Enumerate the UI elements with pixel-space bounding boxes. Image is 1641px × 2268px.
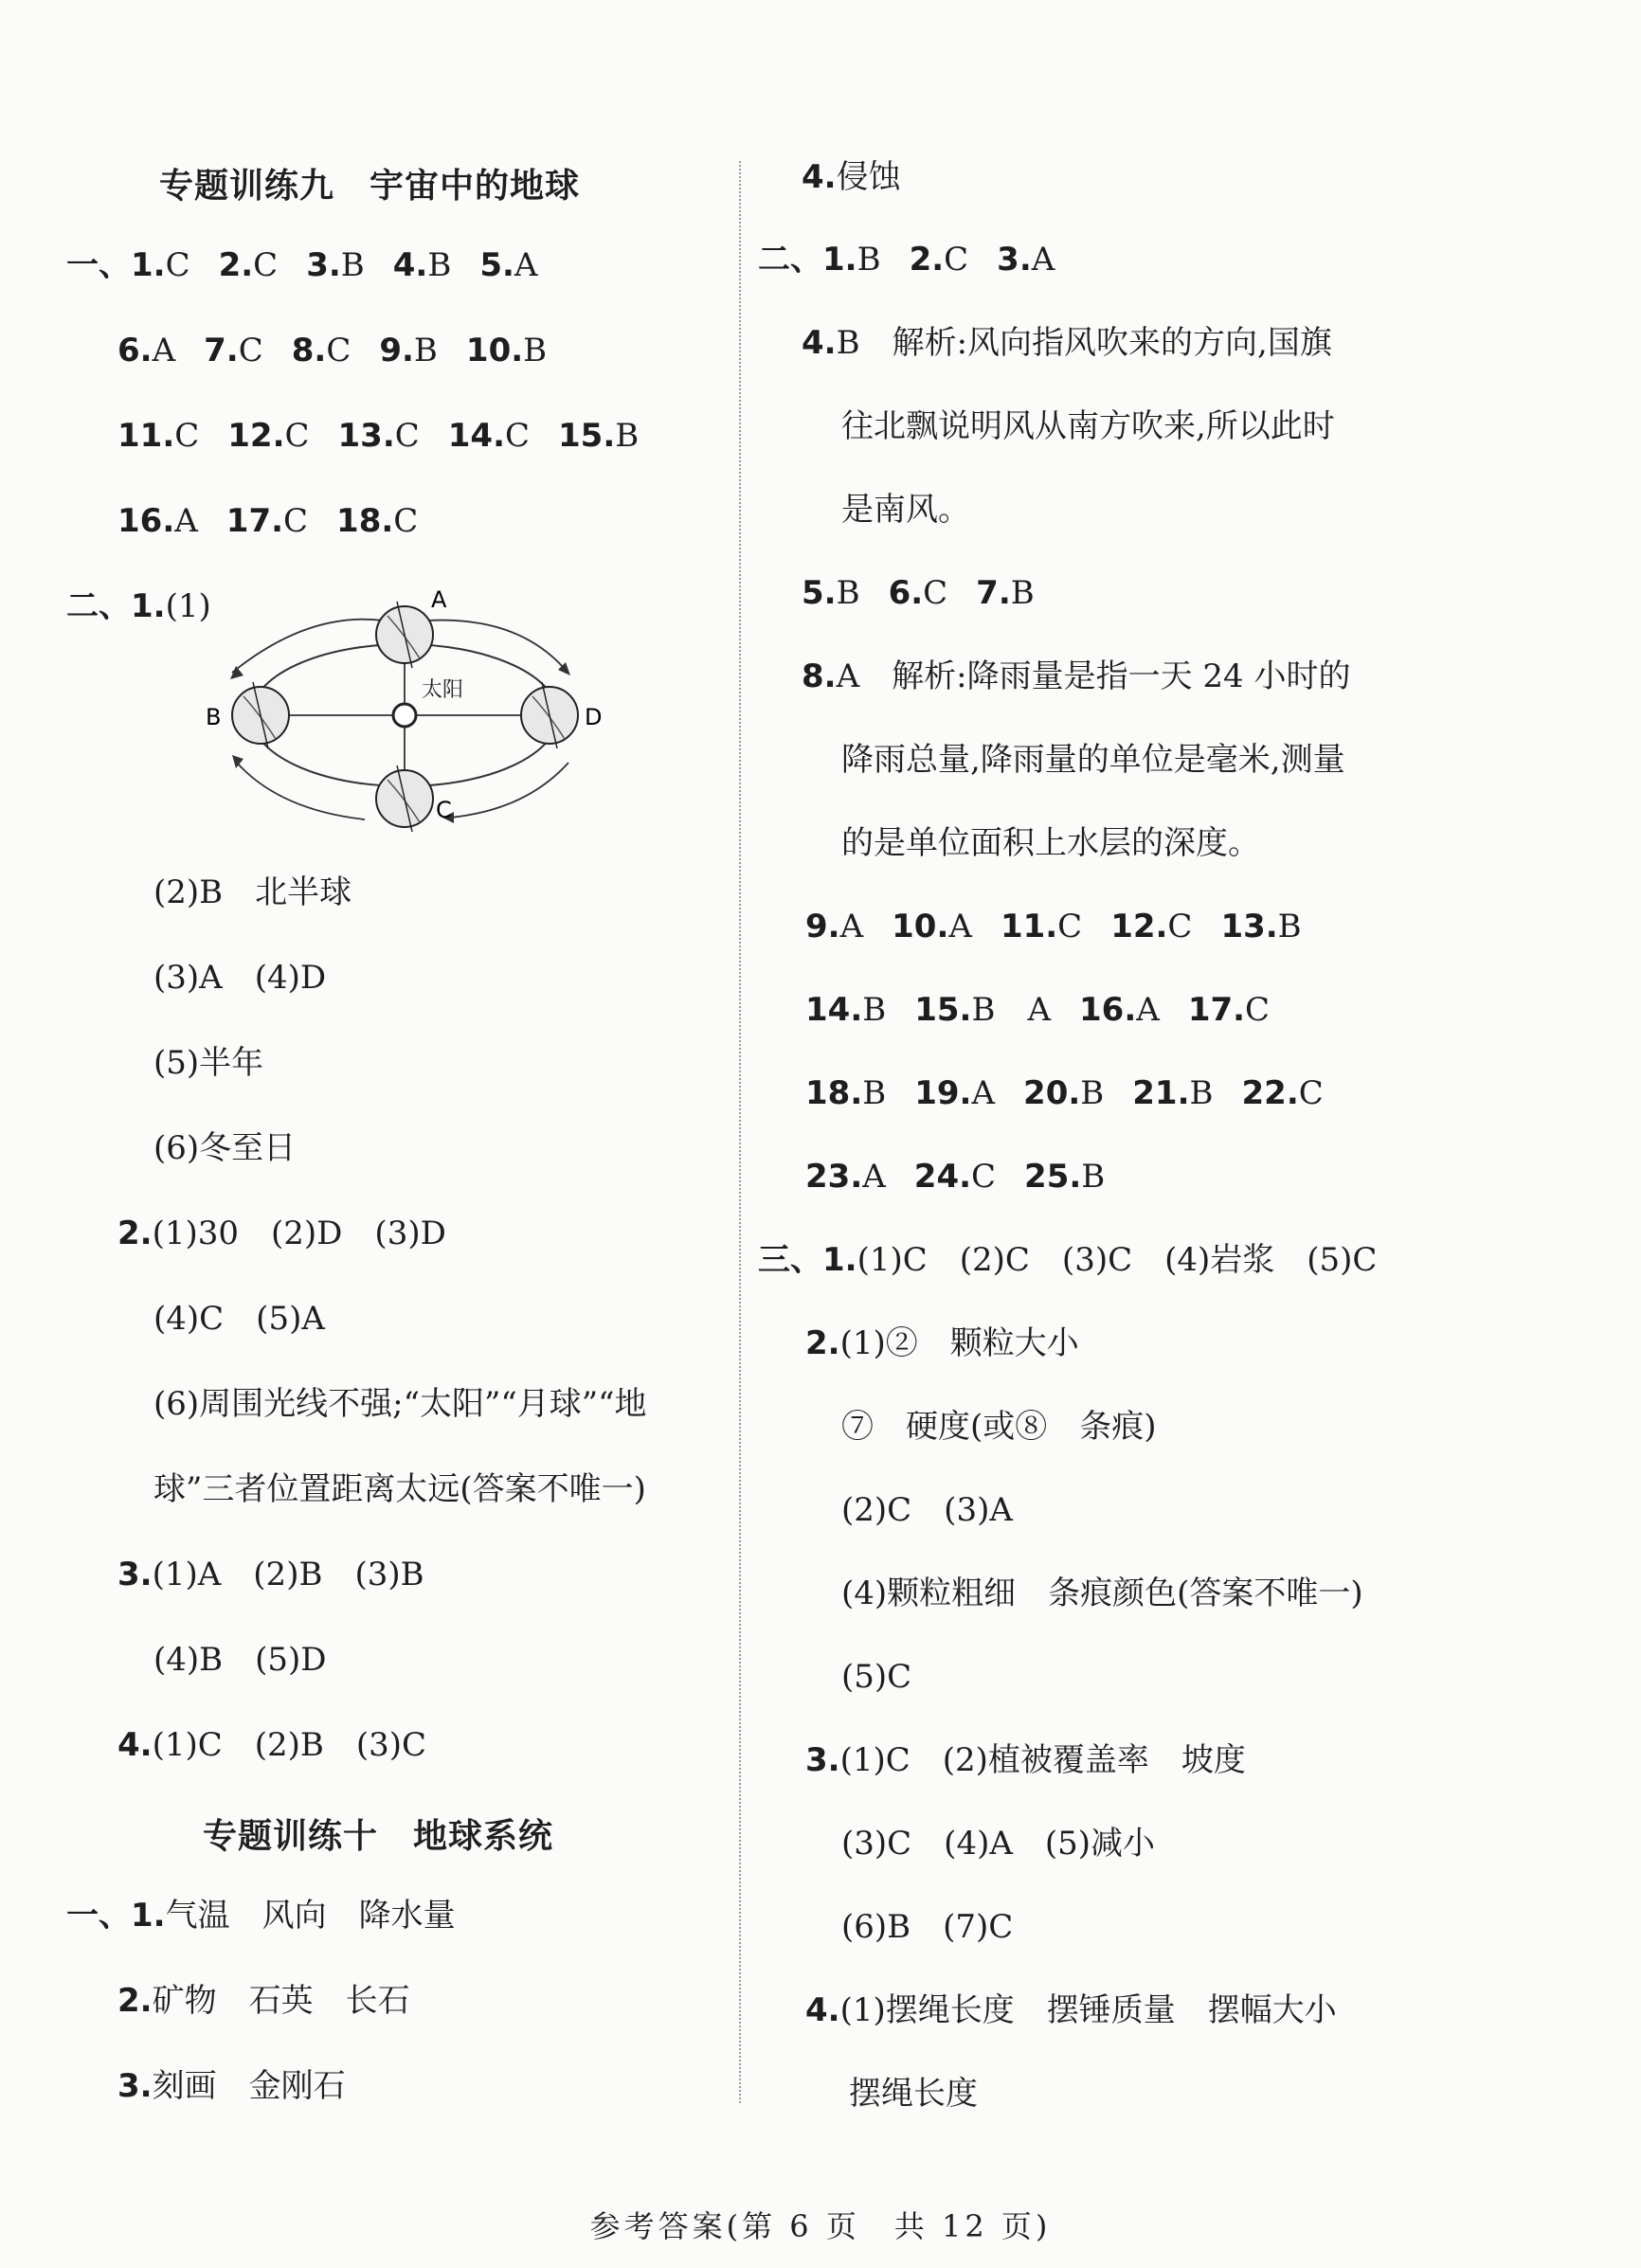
q1-part-3: (3)A (4)D bbox=[153, 959, 327, 997]
arrowhead-4 bbox=[232, 755, 243, 768]
right-section-2-row-1: 二、1.B 2.C 3.A bbox=[758, 241, 1055, 279]
right-s3-q2-c: (2)C (3)A bbox=[841, 1491, 1013, 1529]
right-s3-q4-a: 4.(1)摆绳长度 摆锤质量 摆幅大小 bbox=[805, 1991, 1337, 2029]
page-footer: 参考答案(第 6 页 共 12 页) bbox=[589, 2208, 1052, 2244]
sun-icon bbox=[393, 704, 416, 727]
t10-q1: 一、1.气温 风向 降水量 bbox=[66, 1897, 456, 1935]
right-q8-explain-1: 8.A 解析:降雨量是指一天 24 小时的 bbox=[802, 657, 1351, 695]
section-2-q1: 二、1.(1) bbox=[66, 587, 211, 625]
right-s3-q4-b: 摆绳长度 bbox=[849, 2075, 978, 2113]
right-row-14: 14.B 15.B A 16.A 17.C bbox=[805, 991, 1271, 1029]
label-b: B bbox=[206, 704, 222, 730]
q4-line-1: 4.(1)C (2)B (3)C bbox=[117, 1726, 427, 1764]
q2-line-4: 球”三者位置距离太远(答案不唯一) bbox=[153, 1470, 646, 1508]
right-row-5: 5.B 6.C 7.B bbox=[802, 574, 1035, 612]
orbit-arrow-topright bbox=[427, 621, 564, 668]
q1-part-6: (6)冬至日 bbox=[153, 1129, 297, 1167]
orbit-arrow-topleft bbox=[232, 620, 384, 673]
right-q8-explain-3: 的是单位面积上水层的深度。 bbox=[841, 824, 1260, 862]
label-c: C bbox=[436, 797, 452, 823]
section-title-10: 专题训练十 地球系统 bbox=[203, 1817, 554, 1856]
column-divider bbox=[739, 161, 741, 2103]
right-row-18: 18.B 19.A 20.B 21.B 22.C bbox=[805, 1074, 1324, 1112]
answer-row-2: 6.A 7.C 8.C 9.B 10.B bbox=[117, 332, 548, 369]
q1-part-5: (5)半年 bbox=[153, 1044, 264, 1082]
right-q4-explain-3: 是南风。 bbox=[841, 491, 970, 529]
q2-line-2: (4)C (5)A bbox=[153, 1300, 325, 1338]
t10-q3: 3.刻画 金刚石 bbox=[117, 2067, 346, 2105]
earth-orbit-diagram bbox=[194, 583, 630, 838]
earth-d-icon bbox=[521, 682, 578, 748]
right-s3-q2-a: 2.(1)② 颗粒大小 bbox=[805, 1324, 1079, 1362]
right-q4: 4.侵蚀 bbox=[802, 158, 901, 196]
label-d: D bbox=[585, 704, 603, 730]
orbit-arrow-bottomright bbox=[450, 763, 568, 818]
orbit-arrow-bottomleft bbox=[237, 763, 365, 819]
earth-a-icon bbox=[376, 602, 433, 668]
right-s3-q2-e: (5)C bbox=[841, 1658, 912, 1696]
answer-row-4: 16.A 17.C 18.C bbox=[117, 502, 419, 540]
right-q4-explain-1: 4.B 解析:风向指风吹来的方向,国旗 bbox=[802, 324, 1332, 362]
right-section-3-q1: 三、1.(1)C (2)C (3)C (4)岩浆 (5)C bbox=[758, 1241, 1378, 1279]
right-s3-q3-b: (3)C (4)A (5)减小 bbox=[841, 1825, 1156, 1863]
earth-c-icon bbox=[376, 765, 433, 832]
q3-line-2: (4)B (5)D bbox=[153, 1641, 327, 1679]
answer-row-3: 11.C 12.C 13.C 14.C 15.B bbox=[117, 417, 640, 455]
t10-q2: 2.矿物 石英 长石 bbox=[117, 1982, 410, 2020]
section-title-9: 专题训练九 宇宙中的地球 bbox=[159, 167, 581, 206]
q3-line-1: 3.(1)A (2)B (3)B bbox=[117, 1556, 424, 1593]
right-row-23: 23.A 24.C 25.B bbox=[805, 1158, 1106, 1196]
right-s3-q2-b: ⑦ 硬度(或⑧ 条痕) bbox=[841, 1408, 1157, 1446]
q1-part-2: (2)B 北半球 bbox=[153, 873, 352, 911]
right-s3-q2-d: (4)颗粒粗细 条痕颜色(答案不唯一) bbox=[841, 1575, 1363, 1612]
q2-line-3: (6)周围光线不强;“太阳”“月球”“地 bbox=[153, 1385, 647, 1423]
earth-b-icon bbox=[232, 682, 289, 748]
right-row-9: 9.A 10.A 11.C 12.C 13.B bbox=[805, 908, 1302, 945]
right-q4-explain-2: 往北飘说明风从南方吹来,所以此时 bbox=[841, 407, 1335, 445]
right-s3-q3-a: 3.(1)C (2)植被覆盖率 坡度 bbox=[805, 1741, 1246, 1779]
right-q8-explain-2: 降雨总量,降雨量的单位是毫米,测量 bbox=[841, 741, 1345, 779]
label-a: A bbox=[431, 586, 447, 613]
sun-label: 太阳 bbox=[422, 678, 464, 702]
right-s3-q3-c: (6)B (7)C bbox=[841, 1908, 1014, 1946]
q2-line-1: 2.(1)30 (2)D (3)D bbox=[117, 1215, 446, 1252]
answer-row-1: 一、1.C 2.C 3.B 4.B 5.A bbox=[66, 246, 538, 284]
